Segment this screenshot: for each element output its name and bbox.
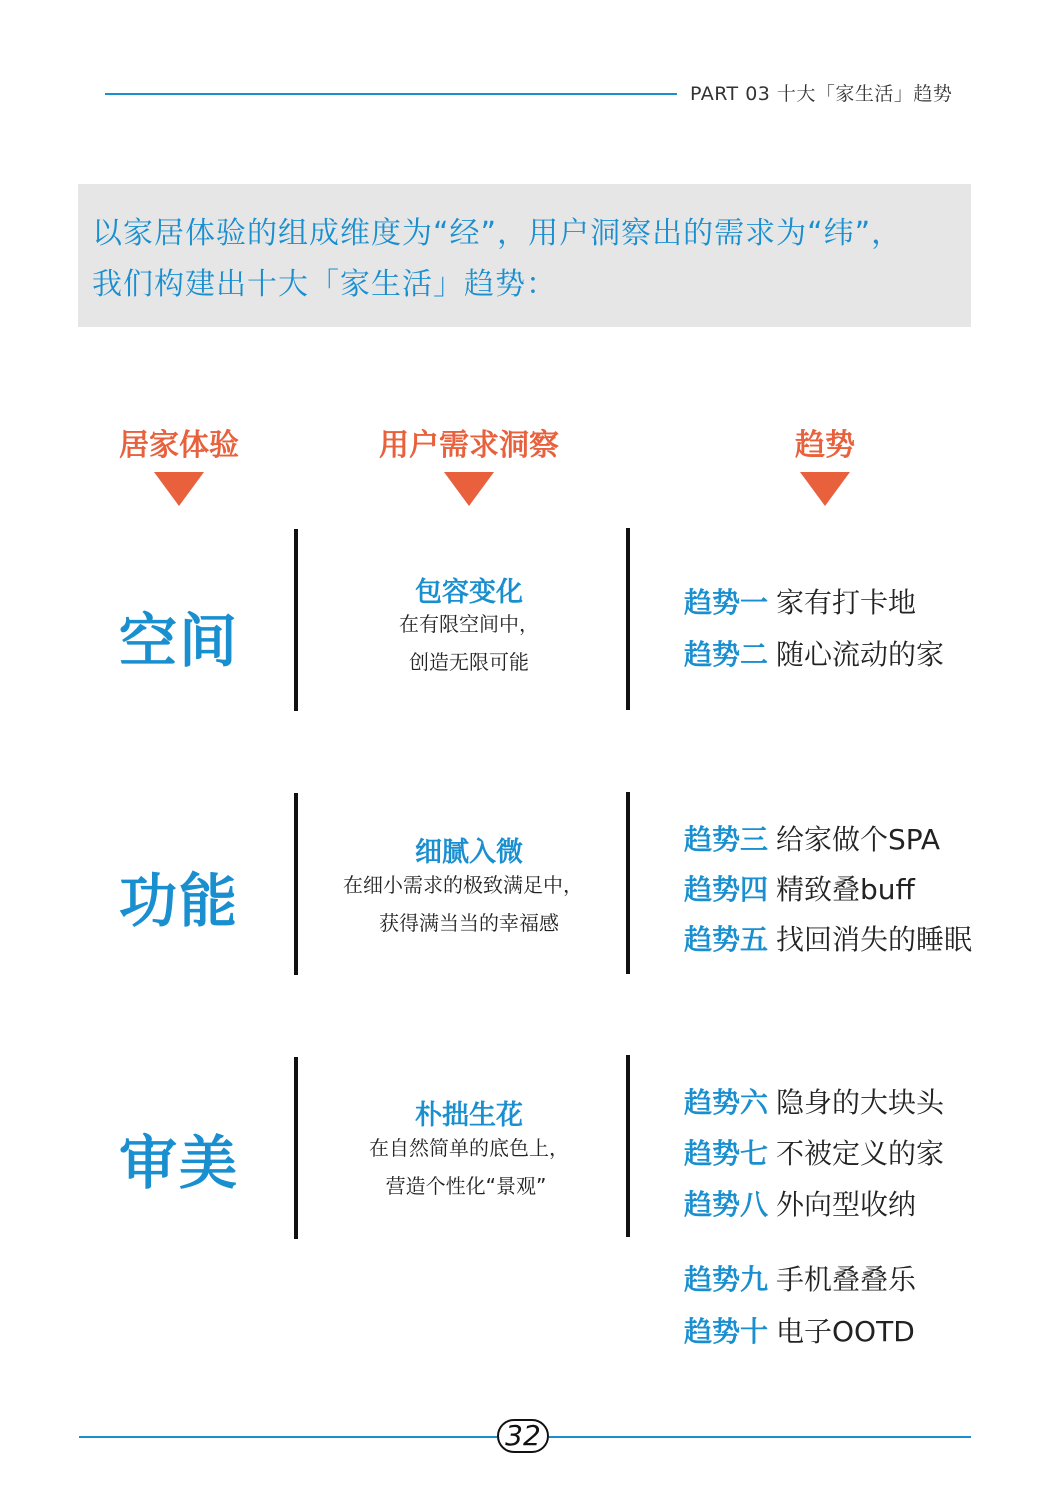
divider: [294, 529, 298, 711]
trend-item: [684, 1183, 916, 1223]
trend-name: 给家做个SPA: [776, 823, 941, 856]
trend-name: 随心流动的家: [776, 638, 945, 671]
trend-name: 手机叠叠乐: [776, 1263, 917, 1296]
trend-label: 趋势八: [684, 1188, 769, 1221]
trend-label: 趋势一: [684, 586, 769, 619]
column-header-insight: 用户需求洞察: [379, 428, 559, 463]
down-arrow-icon: [800, 472, 850, 506]
page-number: 32: [497, 1419, 549, 1453]
intro-box: [78, 184, 971, 327]
insight-desc-line: 在细小需求的极致满足中，: [343, 873, 583, 897]
down-arrow-icon: [444, 472, 494, 506]
intro-line-2: 我们构建出十大「家生活」趋势：: [92, 267, 557, 302]
intro-line-1: 以家居体验的组成维度为“经”，用户洞察出的需求为“纬”，: [92, 216, 903, 251]
divider: [294, 793, 298, 975]
trend-label: 趋势三: [684, 823, 769, 856]
trend-name: 外向型收纳: [776, 1188, 917, 1221]
divider: [626, 1055, 630, 1237]
trend-label: 趋势七: [684, 1137, 769, 1170]
trend-item: [684, 868, 915, 908]
insight-desc-line: 在有限空间中，: [399, 612, 539, 636]
insight-title: 包容变化: [415, 577, 523, 608]
trend-name: 精致叠buff: [776, 873, 915, 906]
header-rule: [105, 93, 677, 95]
trend-name: 家有打卡地: [776, 586, 917, 619]
trend-name: 不被定义的家: [776, 1137, 945, 1170]
down-arrow-icon: [154, 472, 204, 506]
category-space: 空间: [118, 607, 240, 675]
trend-label: 趋势五: [684, 923, 769, 956]
trend-label: 趋势十: [684, 1315, 769, 1348]
insight-title: 细腻入微: [415, 837, 523, 868]
trend-item: [684, 1081, 944, 1121]
category-function: 功能: [118, 867, 240, 935]
trend-label: 趋势六: [684, 1086, 769, 1119]
divider: [294, 1057, 298, 1239]
column-header-trend: 趋势: [795, 428, 855, 463]
insight-desc-line: 营造个性化“景观”: [385, 1174, 547, 1198]
footer-rule: [79, 1436, 497, 1438]
column-header-experience: 居家体验: [119, 428, 239, 463]
insight-desc-line: 在自然简单的底色上，: [369, 1136, 569, 1160]
trend-name: 隐身的大块头: [776, 1086, 945, 1119]
insight-title: 朴拙生花: [415, 1100, 523, 1131]
category-aesthetics: 审美: [118, 1129, 240, 1197]
trend-name: 电子OOTD: [776, 1315, 915, 1348]
trend-name: 找回消失的睡眠: [776, 923, 973, 956]
trend-item: [684, 1258, 916, 1298]
trend-item: [684, 1132, 944, 1172]
trend-label: 趋势四: [684, 873, 769, 906]
trend-item: [684, 918, 972, 958]
trend-label: 趋势二: [684, 638, 769, 671]
section-header: PART 03 十大「家生活」趋势: [690, 83, 953, 105]
insight-desc-line: 创造无限可能: [409, 650, 529, 674]
trend-label: 趋势九: [684, 1263, 769, 1296]
trend-item: [684, 633, 944, 673]
trend-item: [684, 581, 916, 621]
footer-rule: [549, 1436, 971, 1438]
divider: [626, 528, 630, 710]
divider: [626, 792, 630, 974]
trend-item: [684, 1310, 915, 1350]
insight-desc-line: 获得满当当的幸福感: [379, 911, 559, 935]
trend-item: [684, 818, 940, 858]
